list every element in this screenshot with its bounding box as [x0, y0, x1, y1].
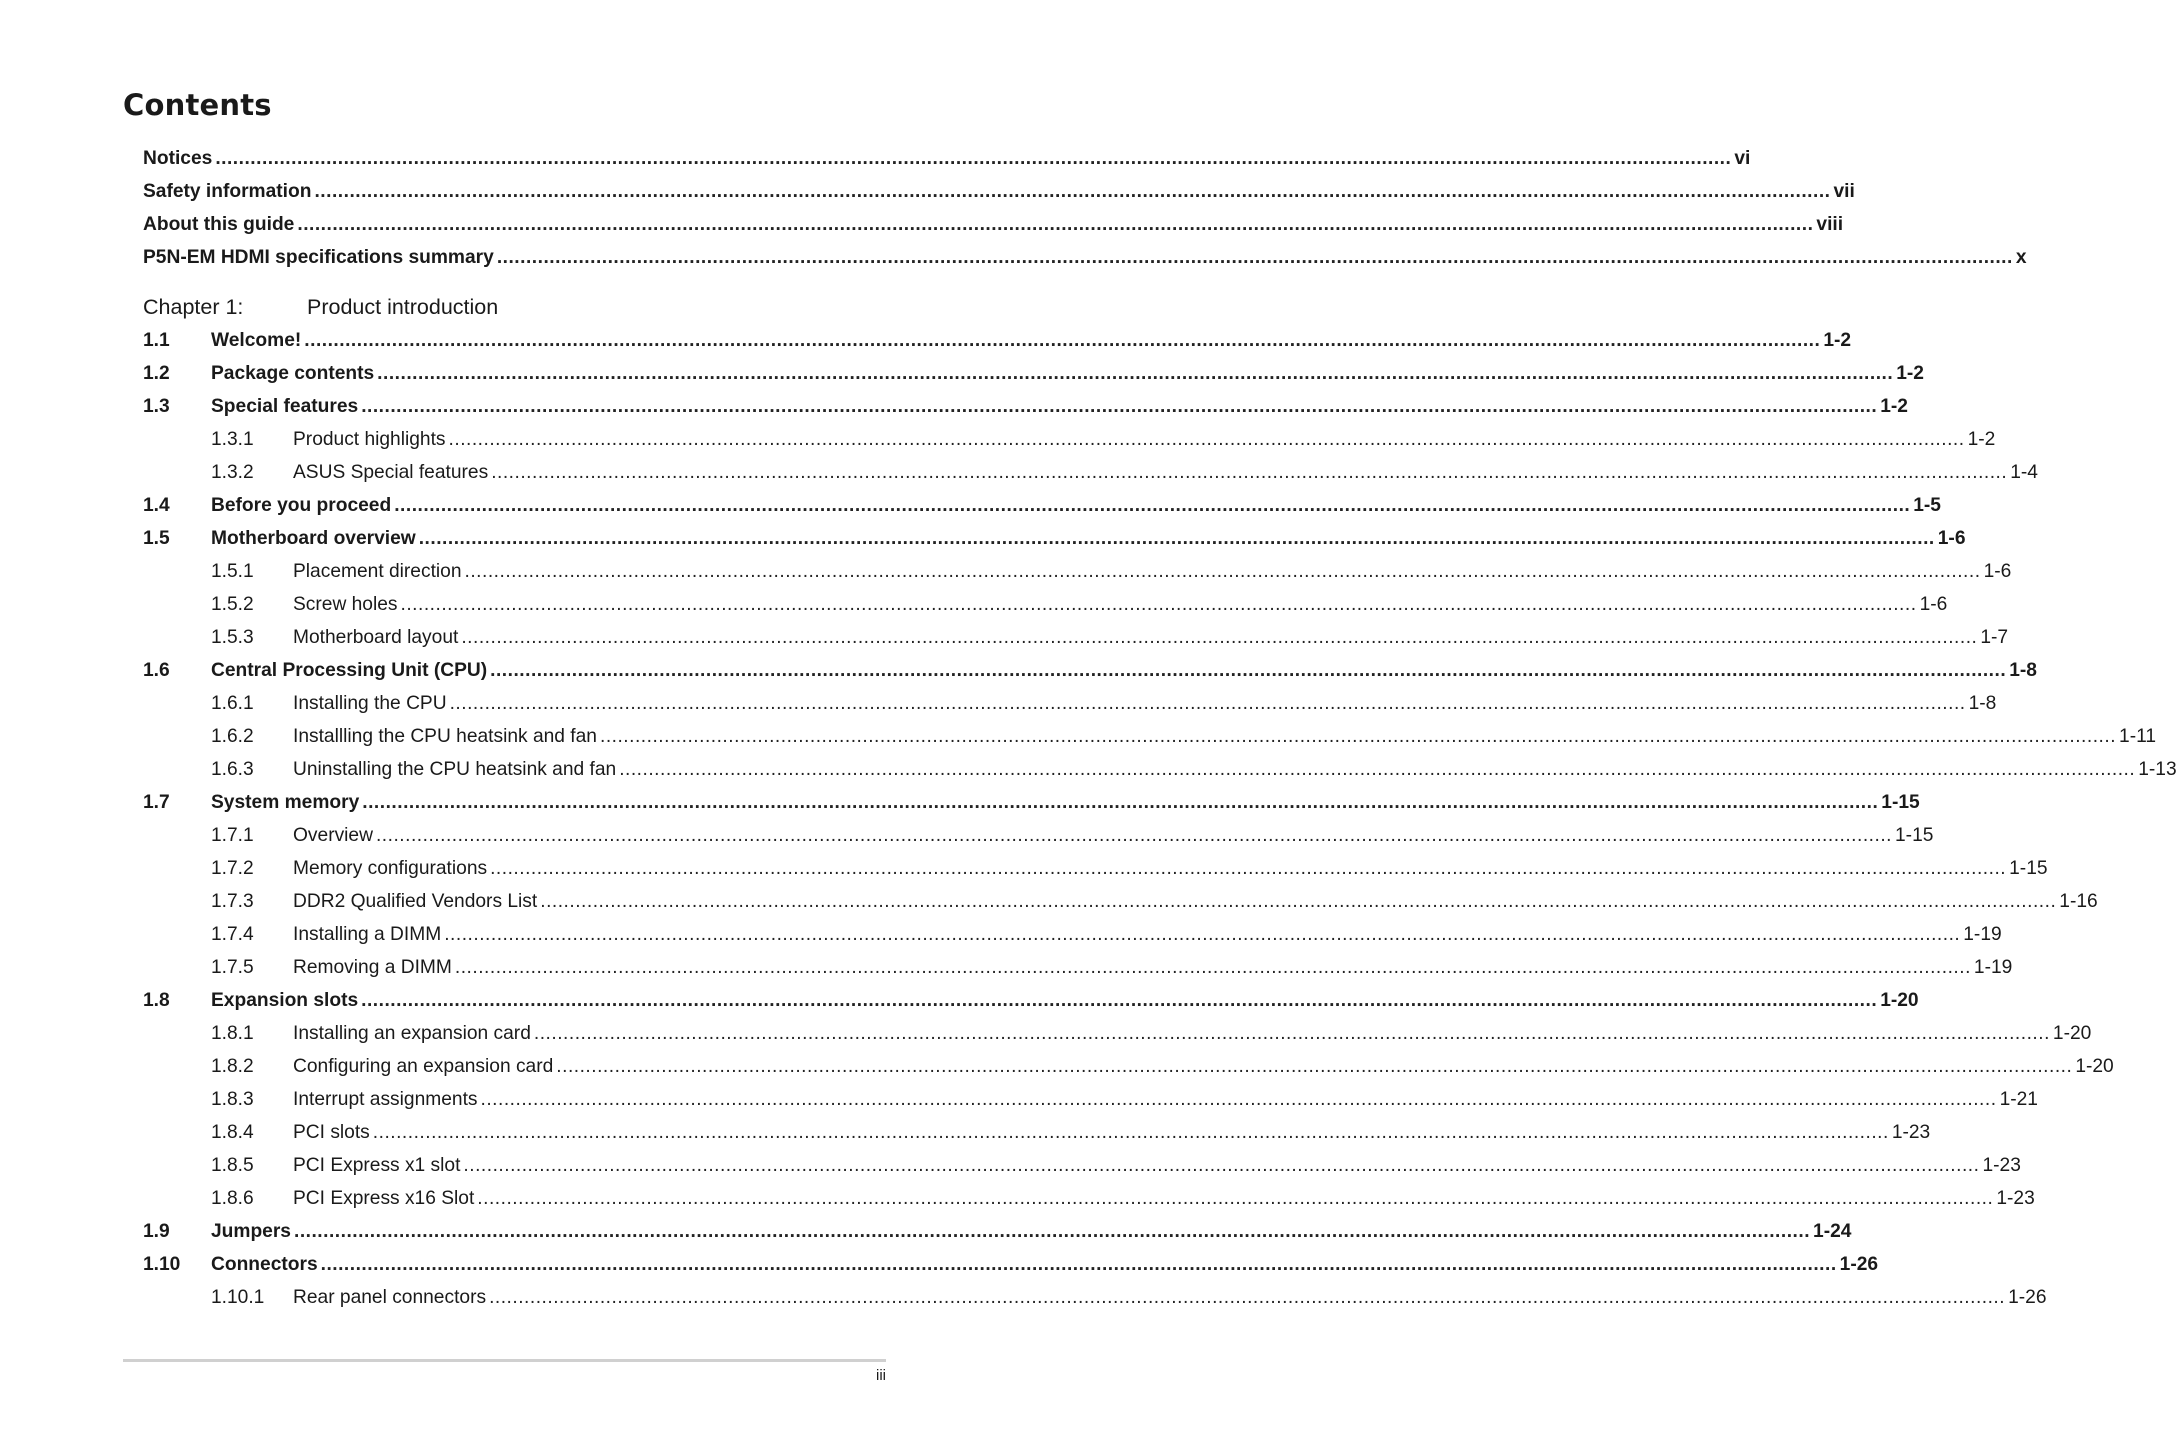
dot-leader: .................................................................................................................................................................................................................................................................... — [400, 594, 1917, 615]
toc-entry-number: 1.6.2 — [211, 726, 254, 747]
chapter-number: Chapter 1: — [143, 295, 244, 319]
toc-entry-page: 1-20 — [2052, 1023, 2092, 1044]
toc-entry-title: Interrupt assignments — [293, 1089, 478, 1110]
toc-entry-title: Jumpers — [211, 1221, 291, 1242]
toc-entry-page: 1-7 — [1980, 627, 2009, 648]
chapter-title: Product introduction — [307, 295, 499, 319]
toc-entry-title: Installing the CPU — [293, 693, 447, 714]
toc-entry-title: Installling the CPU heatsink and fan — [293, 726, 597, 747]
toc-entry-title: Welcome! — [211, 330, 302, 351]
toc-entry-number: 1.10.1 — [211, 1287, 265, 1308]
toc-entry[interactable] — [143, 720, 2157, 753]
toc-entry-page: 1-21 — [1999, 1089, 2038, 1110]
toc-entry-title: Uninstalling the CPU heatsink and fan — [293, 759, 617, 780]
toc-entry[interactable] — [143, 1017, 2092, 1050]
toc-entry-page: 1-6 — [1937, 528, 1966, 549]
toc-entry[interactable] — [143, 175, 1855, 208]
toc-entry-page: 1-8 — [2009, 660, 2037, 681]
toc-entry-page: 1-2 — [1823, 330, 1852, 351]
toc-entry-page: 1-15 — [1881, 792, 1920, 813]
toc-entry[interactable] — [143, 885, 2098, 918]
toc-entry[interactable] — [143, 1182, 2035, 1215]
toc-entry[interactable] — [143, 1149, 2021, 1182]
toc-entry-title: Connectors — [211, 1254, 318, 1275]
toc-entry-page: 1-23 — [1891, 1122, 1931, 1143]
toc-entry-title: Motherboard overview — [211, 528, 416, 549]
toc-entry-number: 1.7.5 — [211, 957, 254, 978]
toc-entry[interactable] — [143, 456, 2038, 489]
dot-leader: .................................................................................................................................................................................................................................................................... — [448, 429, 1965, 450]
dot-leader: .................................................................................................................................................................................................................................................................... — [490, 660, 2007, 681]
toc-entry-page: 1-8 — [1968, 693, 1997, 714]
toc-entry-page: 1-6 — [1919, 594, 1948, 615]
toc-entry-number: 1.6.3 — [211, 759, 254, 780]
toc-entry-title: System memory — [211, 792, 360, 813]
dot-leader: .................................................................................................................................................................................................................................................................... — [599, 726, 2117, 747]
toc-entry[interactable] — [143, 241, 2027, 274]
toc-entry-number: 1.4 — [143, 495, 170, 516]
toc-entry[interactable] — [143, 142, 1751, 175]
dot-leader: .................................................................................................................................................................................................................................................................... — [444, 924, 1961, 945]
toc-entry[interactable] — [143, 852, 2048, 885]
dot-leader: .................................................................................................................................................................................................................................................................... — [489, 1287, 2006, 1308]
toc-entry-page: 1-11 — [2119, 726, 2157, 747]
toc-entry-number: 1.1 — [143, 330, 170, 351]
toc-entry-page: 1-19 — [1963, 924, 2002, 945]
toc-entry-page: viii — [1816, 214, 1844, 235]
chapter-heading — [143, 291, 803, 324]
toc-entry-number: 1.2 — [143, 363, 170, 384]
toc-entry[interactable] — [143, 918, 2002, 951]
toc-entry-number: 1.5.3 — [211, 627, 254, 648]
toc-entry-title: Removing a DIMM — [293, 957, 452, 978]
toc-entry[interactable] — [143, 1281, 2047, 1314]
toc-entry[interactable] — [143, 357, 1924, 390]
toc-entry-title: Installing a DIMM — [293, 924, 442, 945]
toc-entry-page: 1-26 — [1839, 1254, 1879, 1275]
dot-leader: .................................................................................................................................................................................................................................................................... — [361, 396, 1878, 417]
toc-entry[interactable] — [143, 687, 1997, 720]
toc-entry-title: Configuring an expansion card — [293, 1056, 554, 1077]
toc-entry-title: Motherboard layout — [293, 627, 459, 648]
dot-leader: .................................................................................................................................................................................................................................................................... — [533, 1023, 2050, 1044]
toc-entry-title: Screw holes — [293, 594, 398, 615]
toc-entry-number: 1.7.2 — [211, 858, 254, 879]
dot-leader: .................................................................................................................................................................................................................................................................... — [297, 214, 1814, 235]
toc-entry-title: P5N-EM HDMI specifications summary — [143, 247, 494, 268]
toc-entry-number: 1.3.1 — [211, 429, 254, 450]
toc-entry-number: 1.10 — [143, 1254, 181, 1275]
toc-entry-number: 1.7.4 — [211, 924, 254, 945]
dot-leader: .................................................................................................................................................................................................................................................................... — [377, 363, 1894, 384]
dot-leader: .................................................................................................................................................................................................................................................................... — [454, 957, 1971, 978]
page-title: Contents — [123, 88, 272, 122]
toc-entry-title: Memory configurations — [293, 858, 488, 879]
toc-entry-page: 1-6 — [1983, 561, 2012, 582]
toc-entry[interactable] — [143, 984, 1919, 1017]
dot-leader: .................................................................................................................................................................................................................................................................... — [320, 1254, 1837, 1275]
dot-leader: .................................................................................................................................................................................................................................................................... — [362, 792, 1879, 813]
toc-entry-title: Product highlights — [293, 429, 446, 450]
toc-entry[interactable] — [143, 786, 1920, 819]
table-of-contents — [143, 142, 2177, 1314]
toc-entry-title: DDR2 Qualified Vendors List — [293, 891, 538, 912]
toc-entries-list — [143, 324, 2177, 1314]
toc-entry[interactable] — [143, 489, 1941, 522]
toc-entry-title: Expansion slots — [211, 990, 359, 1011]
toc-entry-number: 1.8.2 — [211, 1056, 254, 1077]
toc-entry[interactable] — [143, 588, 1948, 621]
toc-entry-number: 1.5.2 — [211, 594, 254, 615]
toc-entry-title: Before you proceed — [211, 495, 392, 516]
toc-entry-number: 1.8 — [143, 990, 170, 1011]
dot-leader: .................................................................................................................................................................................................................................................................... — [394, 495, 1911, 516]
toc-entry-page: 1-24 — [1813, 1221, 1852, 1242]
toc-entry-number: 1.8.6 — [211, 1188, 254, 1209]
dot-leader: .................................................................................................................................................................................................................................................................... — [463, 1155, 1980, 1176]
front-matter-list — [143, 142, 2027, 274]
toc-entry-page: vii — [1833, 181, 1855, 202]
toc-entry-page: 1-4 — [2010, 462, 2038, 483]
dot-leader: .................................................................................................................................................................................................................................................................... — [304, 330, 1821, 351]
page-number: iii — [876, 1367, 886, 1384]
toc-entry-number: 1.7.3 — [211, 891, 254, 912]
toc-entry-page: vi — [1734, 148, 1751, 169]
dot-leader: .................................................................................................................................................................................................................................................................... — [418, 528, 1935, 549]
footer-divider — [123, 1359, 886, 1362]
toc-entry[interactable] — [143, 423, 1996, 456]
dot-leader: .................................................................................................................................................................................................................................................................... — [461, 627, 1978, 648]
toc-entry[interactable] — [143, 654, 2037, 687]
toc-entry-title: Safety information — [143, 181, 312, 202]
dot-leader: .................................................................................................................................................................................................................................................................... — [361, 990, 1878, 1011]
toc-entry-page: 1-19 — [1973, 957, 2013, 978]
toc-entry[interactable] — [143, 1083, 2038, 1116]
dot-leader: .................................................................................................................................................................................................................................................................... — [449, 693, 1966, 714]
toc-entry-page: 1-16 — [2059, 891, 2098, 912]
dot-leader: .................................................................................................................................................................................................................................................................... — [491, 462, 2008, 483]
toc-entry-title: PCI slots — [293, 1122, 370, 1143]
toc-entry-page: 1-23 — [1982, 1155, 2021, 1176]
dot-leader: .................................................................................................................................................................................................................................................................... — [477, 1188, 1994, 1209]
toc-entry-page: 1-2 — [1967, 429, 1996, 450]
toc-entry[interactable] — [143, 522, 1966, 555]
toc-entry-number: 1.7 — [143, 792, 170, 813]
dot-leader: .................................................................................................................................................................................................................................................................... — [496, 247, 2013, 268]
toc-entry-page: 1-15 — [1895, 825, 1934, 846]
toc-entry-title: Installing an expansion card — [293, 1023, 531, 1044]
toc-entry[interactable] — [143, 1248, 1879, 1281]
toc-entry-number: 1.8.1 — [211, 1023, 254, 1044]
toc-entry-page: 1-23 — [1996, 1188, 2035, 1209]
dot-leader: .................................................................................................................................................................................................................................................................... — [293, 1221, 1811, 1242]
toc-entry-title: Notices — [143, 148, 213, 169]
toc-entry-title: Overview — [293, 825, 373, 846]
toc-entry-number: 1.5.1 — [211, 561, 254, 582]
toc-entry-number: 1.6.1 — [211, 693, 254, 714]
toc-entry[interactable] — [143, 324, 1852, 357]
toc-entry-number: 1.6 — [143, 660, 170, 681]
toc-entry[interactable] — [143, 1215, 1852, 1248]
toc-entry-page: 1-15 — [2009, 858, 2048, 879]
toc-entry-title: Placement direction — [293, 561, 462, 582]
dot-leader: .................................................................................................................................................................................................................................................................... — [490, 858, 2007, 879]
toc-entry-page: 1-26 — [2008, 1287, 2047, 1308]
toc-entry-number: 1.3 — [143, 396, 170, 417]
toc-entry[interactable] — [143, 621, 2009, 654]
toc-entry-title: About this guide — [143, 214, 295, 235]
toc-entry-number: 1.5 — [143, 528, 170, 549]
dot-leader: .................................................................................................................................................................................................................................................................... — [540, 891, 2057, 912]
toc-entry-number: 1.8.5 — [211, 1155, 254, 1176]
toc-entry-page: 1-20 — [2075, 1056, 2114, 1077]
toc-entry[interactable] — [143, 951, 2013, 984]
toc-entry-number: 1.8.3 — [211, 1089, 254, 1110]
toc-entry[interactable] — [143, 555, 2012, 588]
toc-entry[interactable] — [143, 753, 2177, 786]
toc-entry-title: Rear panel connectors — [293, 1287, 487, 1308]
dot-leader: .................................................................................................................................................................................................................................................................... — [215, 148, 1732, 169]
toc-entry-title: PCI Express x16 Slot — [293, 1188, 475, 1209]
toc-entry-page: x — [2015, 247, 2027, 268]
toc-entry-number: 1.8.4 — [211, 1122, 254, 1143]
toc-entry-number: 1.7.1 — [211, 825, 254, 846]
toc-entry-title: Special features — [211, 396, 359, 417]
toc-entry[interactable] — [143, 819, 1934, 852]
toc-entry-page: 1-2 — [1880, 396, 1908, 417]
dot-leader: .................................................................................................................................................................................................................................................................... — [619, 759, 2136, 780]
toc-entry-title: ASUS Special features — [293, 462, 489, 483]
toc-entry[interactable] — [143, 390, 1908, 423]
dot-leader: .................................................................................................................................................................................................................................................................... — [480, 1089, 1997, 1110]
toc-entry-title: Central Processing Unit (CPU) — [211, 660, 488, 681]
dot-leader: .................................................................................................................................................................................................................................................................... — [464, 561, 1981, 582]
toc-entry-title: PCI Express x1 slot — [293, 1155, 461, 1176]
toc-entry-page: 1-20 — [1880, 990, 1919, 1011]
dot-leader: .................................................................................................................................................................................................................................................................... — [372, 1122, 1889, 1143]
toc-entry-page: 1-13 — [2138, 759, 2177, 780]
toc-entry-page: 1-5 — [1913, 495, 1941, 516]
dot-leader: .................................................................................................................................................................................................................................................................... — [314, 181, 1831, 202]
toc-entry[interactable] — [143, 1116, 1931, 1149]
toc-entry[interactable] — [143, 1050, 2114, 1083]
toc-entry-page: 1-2 — [1896, 363, 1924, 384]
dot-leader: .................................................................................................................................................................................................................................................................... — [556, 1056, 2073, 1077]
toc-entry-number: 1.9 — [143, 1221, 170, 1242]
toc-entry-title: Package contents — [211, 363, 375, 384]
dot-leader: .................................................................................................................................................................................................................................................................... — [375, 825, 1893, 846]
toc-entry-number: 1.3.2 — [211, 462, 254, 483]
toc-entry[interactable] — [143, 208, 1844, 241]
